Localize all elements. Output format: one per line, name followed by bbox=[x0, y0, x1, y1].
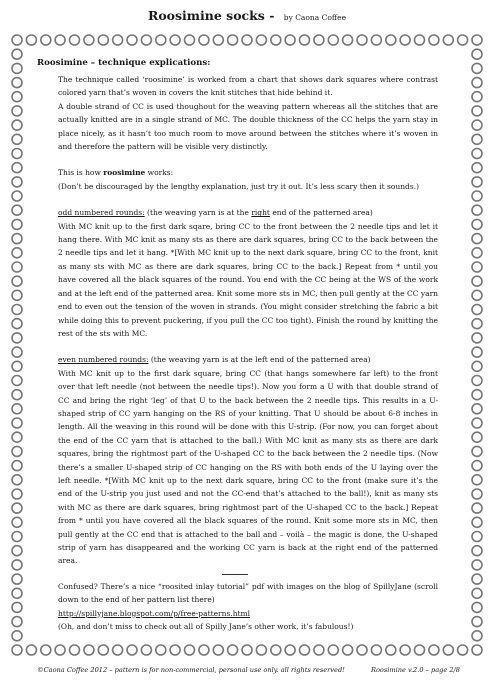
border-dot bbox=[415, 645, 425, 655]
border-dot bbox=[141, 35, 151, 45]
border-dot bbox=[12, 120, 22, 130]
border-dot bbox=[199, 35, 209, 45]
border-dot bbox=[472, 347, 482, 357]
how-suffix: works: bbox=[145, 168, 174, 178]
border-dot bbox=[400, 645, 410, 655]
border-dot bbox=[55, 35, 65, 45]
border-dot bbox=[12, 475, 22, 485]
border-dot bbox=[256, 645, 266, 655]
section-divider bbox=[222, 574, 248, 575]
border-dot bbox=[12, 361, 22, 371]
footer-page-number: Roosimine v.2.0 – page 2/8 bbox=[371, 666, 460, 674]
border-dot bbox=[12, 645, 22, 655]
border-dot bbox=[228, 35, 238, 45]
closing-note: (Oh, and don’t miss to check out all of Spilly Jane’s other work, it’s fabulous!) bbox=[58, 622, 354, 632]
border-dot bbox=[472, 78, 482, 88]
border-dot bbox=[12, 35, 22, 45]
border-dot bbox=[271, 35, 281, 45]
border-dot bbox=[472, 219, 482, 229]
border-dot bbox=[314, 645, 324, 655]
border-dot bbox=[12, 149, 22, 159]
border-dot bbox=[472, 602, 482, 612]
border-dot bbox=[472, 546, 482, 556]
border-dot bbox=[12, 404, 22, 414]
how-prefix: This is how bbox=[58, 168, 104, 178]
border-dot bbox=[472, 588, 482, 598]
border-dot bbox=[98, 645, 108, 655]
border-dot bbox=[12, 517, 22, 527]
border-dot bbox=[12, 234, 22, 244]
border-dot bbox=[12, 319, 22, 329]
border-dot bbox=[12, 432, 22, 442]
border-dot bbox=[357, 645, 367, 655]
border-dot bbox=[472, 248, 482, 258]
border-dot bbox=[12, 446, 22, 456]
border-dot bbox=[472, 376, 482, 386]
border-dot bbox=[472, 92, 482, 102]
border-dot bbox=[12, 574, 22, 584]
border-dot bbox=[12, 503, 22, 513]
border-dot bbox=[12, 546, 22, 556]
border-dot bbox=[26, 645, 36, 655]
even-rounds-heading bbox=[58, 353, 438, 366]
border-dot bbox=[415, 35, 425, 45]
border-dot bbox=[242, 35, 252, 45]
border-dot bbox=[371, 645, 381, 655]
border-dot bbox=[84, 35, 94, 45]
main-content bbox=[58, 73, 438, 633]
odd-label: odd numbered rounds: bbox=[58, 208, 145, 218]
border-dot bbox=[472, 489, 482, 499]
border-dot bbox=[458, 35, 468, 45]
border-dot bbox=[443, 35, 453, 45]
border-dot bbox=[12, 489, 22, 499]
border-dot bbox=[12, 390, 22, 400]
border-dot bbox=[472, 305, 482, 315]
intro-paragraph-1: The technique called ‘roosimine’ is worked from a chart that shows dark squares where contrast colored yarn that’s woven in covers the knit stitches that hide behind it. bbox=[58, 75, 438, 98]
border-dot bbox=[285, 35, 295, 45]
border-dot bbox=[256, 35, 266, 45]
border-dot bbox=[199, 645, 209, 655]
border-dot bbox=[228, 645, 238, 655]
border-dot bbox=[371, 35, 381, 45]
border-dot bbox=[429, 645, 439, 655]
border-dot bbox=[458, 645, 468, 655]
border-dot bbox=[156, 35, 166, 45]
border-dot bbox=[185, 35, 195, 45]
border-dot bbox=[472, 631, 482, 641]
border-dot bbox=[170, 35, 180, 45]
border-dot bbox=[328, 645, 338, 655]
border-dot bbox=[12, 602, 22, 612]
border-dot bbox=[472, 532, 482, 542]
border-dot bbox=[472, 191, 482, 201]
byline: by Caona Coffee bbox=[283, 13, 347, 22]
border-dot bbox=[12, 78, 22, 88]
border-dot bbox=[12, 92, 22, 102]
how-bold: roosimine bbox=[103, 168, 146, 178]
border-dot bbox=[472, 390, 482, 400]
border-dot bbox=[472, 560, 482, 570]
odd-rounds-heading bbox=[58, 206, 438, 219]
border-dot bbox=[12, 347, 22, 357]
border-dot bbox=[300, 35, 310, 45]
spillyjane-link[interactable]: http://spillyjane.blogspot.com/p/free-patterns.html bbox=[58, 608, 251, 618]
border-dot bbox=[12, 560, 22, 570]
border-dot bbox=[84, 645, 94, 655]
border-dot bbox=[113, 645, 123, 655]
border-dot bbox=[12, 191, 22, 201]
border-dot bbox=[70, 35, 80, 45]
border-dot bbox=[314, 35, 324, 45]
border-dot bbox=[472, 461, 482, 471]
border-dot bbox=[12, 276, 22, 286]
border-dot bbox=[12, 205, 22, 215]
border-dot bbox=[12, 461, 22, 471]
border-dot bbox=[113, 35, 123, 45]
border-dot bbox=[12, 219, 22, 229]
border-dot bbox=[472, 517, 482, 527]
border-dot bbox=[386, 645, 396, 655]
border-dot bbox=[98, 35, 108, 45]
odd-note-b: end of the patterned area) bbox=[269, 208, 373, 218]
border-dot bbox=[55, 645, 65, 655]
border-dot bbox=[472, 149, 482, 159]
border-dot bbox=[12, 177, 22, 187]
border-dot bbox=[429, 35, 439, 45]
border-dot bbox=[472, 234, 482, 244]
border-dot bbox=[472, 63, 482, 73]
border-dot bbox=[357, 35, 367, 45]
border-dot bbox=[472, 205, 482, 215]
border-dot bbox=[343, 35, 353, 45]
border-dot bbox=[472, 106, 482, 116]
discourage-note: (Don’t be discouraged by the lengthy explanation, just try it out. It’s less scary then it sounds.) bbox=[58, 181, 420, 191]
border-dot bbox=[472, 262, 482, 272]
border-dot bbox=[12, 49, 22, 59]
border-dot bbox=[472, 503, 482, 513]
border-dot bbox=[12, 418, 22, 428]
border-dot bbox=[41, 645, 51, 655]
border-dot bbox=[472, 276, 482, 286]
border-dot bbox=[12, 532, 22, 542]
border-dot bbox=[472, 617, 482, 627]
border-dot bbox=[127, 645, 137, 655]
border-dot bbox=[472, 574, 482, 584]
footer-copyright: ©Caona Coffee 2012 – pattern is for non-commercial, personal use only. all rights reserved! bbox=[37, 666, 345, 674]
border-dot bbox=[12, 248, 22, 258]
border-dot bbox=[12, 262, 22, 272]
border-dot bbox=[185, 645, 195, 655]
border-dot bbox=[12, 305, 22, 315]
even-note: (the weaving yarn is at the left end of the patterned area) bbox=[148, 355, 371, 365]
border-dot bbox=[472, 163, 482, 173]
border-dot bbox=[328, 35, 338, 45]
border-dot bbox=[300, 645, 310, 655]
border-dot bbox=[285, 645, 295, 655]
border-dot bbox=[26, 35, 36, 45]
border-dot bbox=[472, 418, 482, 428]
border-dot bbox=[472, 645, 482, 655]
border-dot bbox=[12, 333, 22, 343]
border-dot bbox=[127, 35, 137, 45]
border-dot bbox=[12, 617, 22, 627]
border-dot bbox=[12, 588, 22, 598]
border-dot bbox=[472, 35, 482, 45]
border-dot bbox=[12, 290, 22, 300]
title-text: Roosimine socks bbox=[147, 8, 265, 23]
border-dot bbox=[472, 333, 482, 343]
border-dot bbox=[12, 106, 22, 116]
border-dot bbox=[12, 163, 22, 173]
border-dot bbox=[70, 645, 80, 655]
border-dot bbox=[156, 645, 166, 655]
border-dot bbox=[242, 645, 252, 655]
intro-paragraph-2: A double strand of CC is used thoughout for the weaving pattern whereas all the stitches that are actually knitted are in a single strand of MC. The double thickness of the CC helps the yarn stay in place nicely, as it hasn’t too much room to move around between the stitches where it’s woven in and therefore the pattern will be visible very distinctly. bbox=[58, 101, 438, 152]
border-dot bbox=[12, 63, 22, 73]
border-dot bbox=[472, 134, 482, 144]
border-dot bbox=[472, 446, 482, 456]
border-dot bbox=[472, 49, 482, 59]
border-dot bbox=[141, 645, 151, 655]
border-dot bbox=[472, 361, 482, 371]
border-dot bbox=[472, 404, 482, 414]
border-dot bbox=[12, 631, 22, 641]
odd-note-a: (the weaving yarn is at the bbox=[144, 208, 252, 218]
odd-rounds-text: With MC knit up to the first dark sqare, bring CC to the front between the 2 needle tips and let it hang there. With MC knit as many sts as there are dark squares, bring CC to the back between the 2 needle tips and let it hang. *[With MC knit up to the next dark square, bring CC to the front, knit as many sts with MC as there are dark squares, bring CC to the back.] Repeat from * until you have covered all the black squares of the round. You end with the CC being at the WS of the work and at the left end of the patterned area. Knit some more sts in MC, then pull gently at the CC yarn end to even out the tension of the woven in strands. (You might consider stretching the fabric a bit while doing this to prevent puckering, if you pull the CC too tight). Finish the round by knitting the rest of the sts with MC. bbox=[58, 221, 438, 338]
border-dot bbox=[472, 290, 482, 300]
border-dot bbox=[12, 376, 22, 386]
border-dot bbox=[271, 645, 281, 655]
odd-note-right: right bbox=[251, 208, 270, 218]
how-it-works bbox=[58, 166, 438, 179]
border-dot bbox=[472, 319, 482, 329]
border-dot bbox=[472, 475, 482, 485]
section-heading: Roosimine – technique explications: bbox=[37, 58, 211, 68]
border-dot bbox=[472, 120, 482, 130]
title-separator: - bbox=[269, 8, 275, 23]
border-dot bbox=[12, 134, 22, 144]
confused-note: Confused? There’s a nice “roosited inlay tutorial” pdf with images on the blog of SpillyJane (scroll down to the end of her pattern list there) bbox=[58, 581, 438, 605]
even-rounds-text: With MC knit up to the first dark square, bring CC (that hangs somewhere far left) to the front over that left needle (not between the needle tips!). Now you form a U with that double strand of CC and bring the right ‘leg’ of that U to the back between the 2 needle tips. This results in a U-shaped strip of CC yarn hanging on the RS of your knitting. That U should be about 6-8 inches in length. All the weaving in this round will be done with this U-strip. (For now, you can forget about the end of the CC yarn that is attached to the ball.) With MC knit as many sts as there are dark squares, bring the rightmost part of the U-shaped CC to the back between the 2 needle tips. (Now there’s a smaller U-shaped strip of CC hanging on the RS with both ends of the U laying over the left needle. *[With MC knit up to the next dark square, bring CC to the front (make sure it’s the end of the U-strip you just used and not the CC-end that’s attached to the ball!), knit as many sts with MC as there are dark squares, bring rightmost part of the U-shaped CC to the back.] Repeat from * until you have covered all the black squares of the round. Knit some more sts in MC, then pull gently at the CC end that is attached to the ball and – voilà – the magic is done, the U-shaped strip of yarn has disappeared and the working CC yarn is back at the right end of the patterned area. bbox=[58, 368, 438, 566]
border-dot bbox=[443, 645, 453, 655]
border-dot bbox=[343, 645, 353, 655]
border-dot bbox=[472, 177, 482, 187]
border-dot bbox=[472, 432, 482, 442]
border-dot bbox=[213, 645, 223, 655]
even-label: even numbered rounds: bbox=[58, 355, 149, 365]
border-dot bbox=[170, 645, 180, 655]
border-dot bbox=[400, 35, 410, 45]
border-dot bbox=[41, 35, 51, 45]
border-dot bbox=[213, 35, 223, 45]
border-dot bbox=[386, 35, 396, 45]
